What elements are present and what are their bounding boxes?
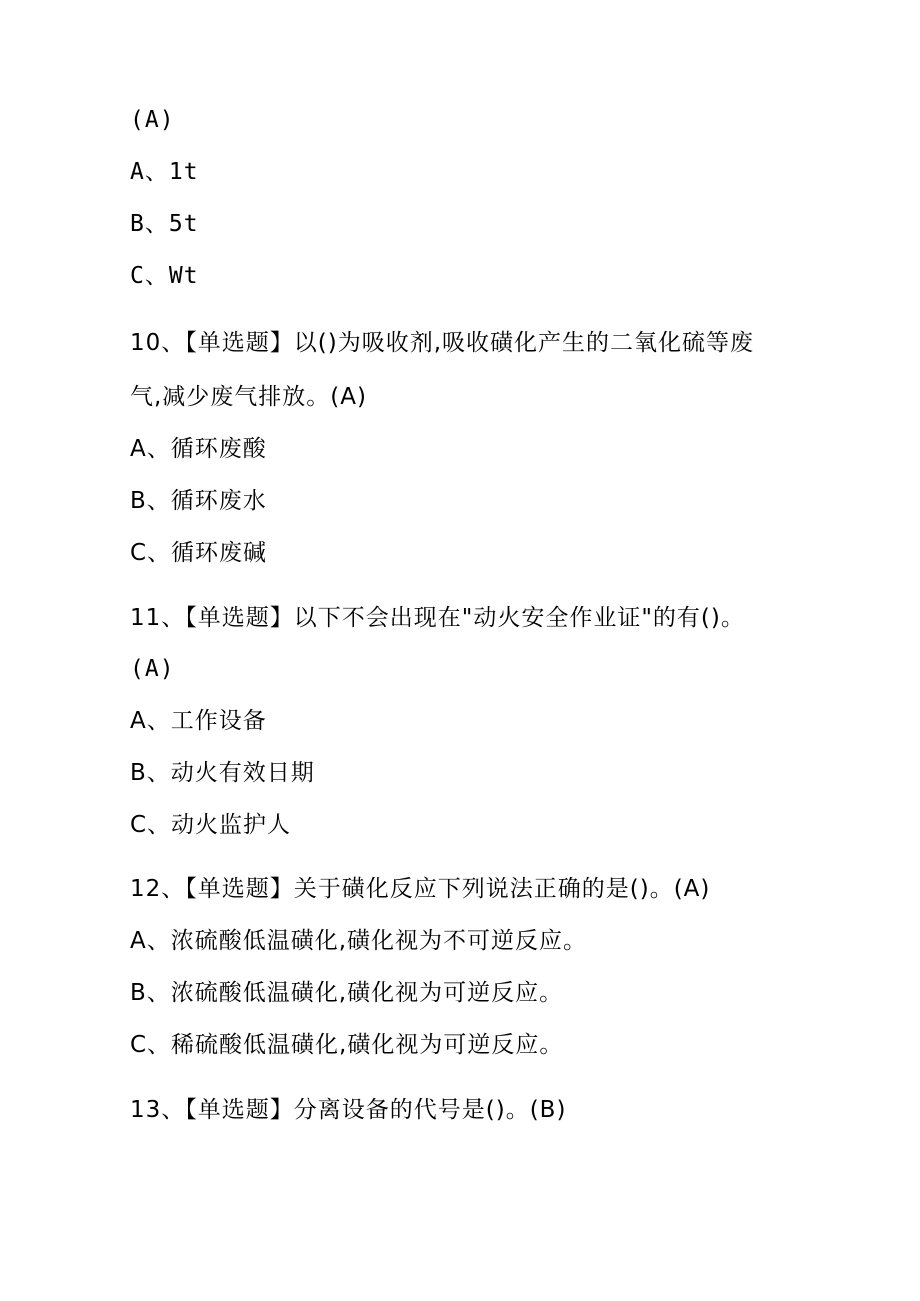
q11-option-a: A、工作设备 (130, 708, 267, 734)
q12-option-b: B、浓硫酸低温磺化,磺化视为可逆反应。 (130, 980, 564, 1006)
q11-option-b: B、动火有效日期 (130, 760, 315, 786)
q11-option-c: C、动火监护人 (130, 812, 292, 838)
q12-option-c: C、稀硫酸低温磺化,磺化视为可逆反应。 (130, 1032, 564, 1058)
q10-option-c: C、循环废碱 (130, 540, 268, 566)
q9-option-c: C、Wt (130, 263, 199, 289)
q10-option-b: B、循环废水 (130, 488, 267, 514)
q11-stem-line1: 11、【单选题】以下不会出现在"动火安全作业证"的有()。 (130, 605, 745, 631)
q11-answer: (A) (130, 656, 175, 682)
q13-stem-line1: 13、【单选题】分离设备的代号是()。(B) (130, 1097, 567, 1123)
q10-stem-line1: 10、【单选题】以()为吸收剂,吸收磺化产生的二氧化硫等废 (130, 330, 755, 356)
q9-option-b: B、5t (130, 211, 199, 237)
q9-option-a: A、1t (130, 159, 199, 185)
q10-stem-line2: 气,减少废气排放。(A) (130, 384, 367, 410)
q10-option-a: A、循环废酸 (130, 436, 267, 462)
q9-answer: (A) (130, 107, 175, 133)
q12-option-a: A、浓硫酸低温磺化,磺化视为不可逆反应。 (130, 928, 588, 954)
q12-stem-line1: 12、【单选题】关于磺化反应下列说法正确的是()。(A) (130, 876, 711, 902)
